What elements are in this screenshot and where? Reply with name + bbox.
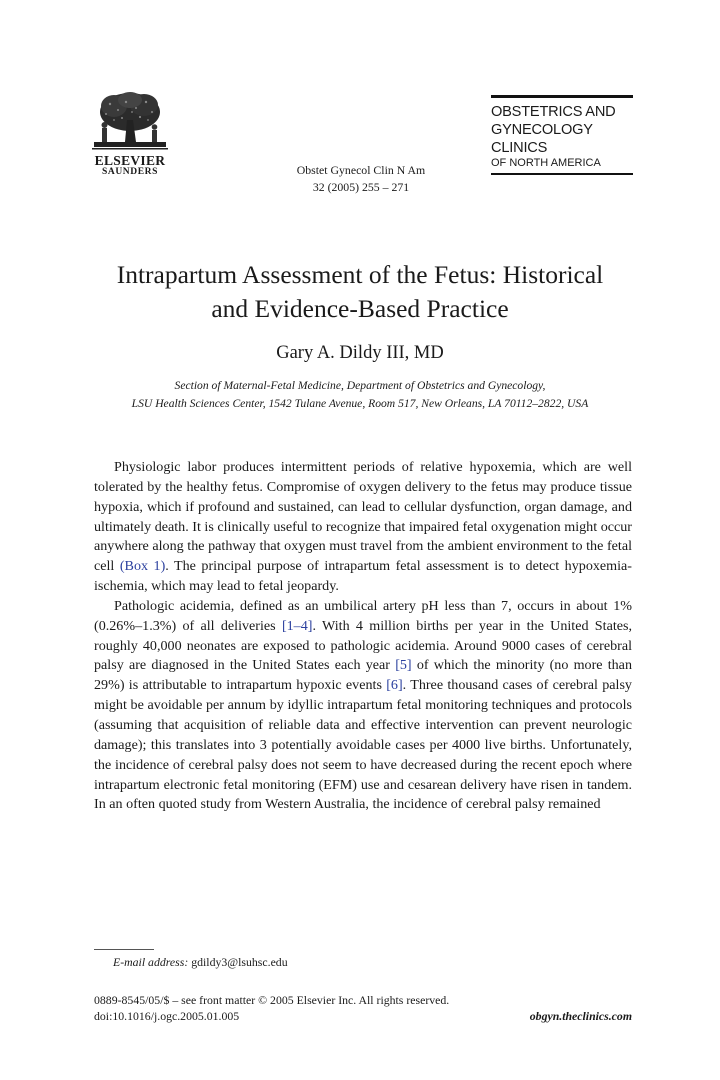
publisher-imprint: SAUNDERS (101, 167, 158, 177)
elsevier-logo (92, 90, 168, 178)
article-body (94, 458, 632, 815)
citation-journal: Obstet Gynecol Clin N Am (296, 163, 426, 177)
author-affiliation (60, 377, 660, 413)
paragraph-text: Pathologic acidemia, defined as an umbilical artery pH less than 7, occurs in about 1% (0.26%–1.3%) of all deliveries (94, 597, 632, 634)
article-author: Gary A. Dildy III, MD (276, 343, 444, 363)
paragraph-text: Physiologic labor produces intermittent periods of relative hypoxemia, which are well tolerated by the healthy fetus. Compromise of oxygen delivery to the fetus may produce tissue hypoxia, which if profound and sustained, can lead to cellular dysfunction, organ damage, and ultimately death. It is clinically useful to recognize that impaired fetal oxygenation might occur anywhere along the pathway that oxygen must travel from the ambient environment to the fetal cell (94, 459, 632, 575)
journal-name-line: OF NORTH AMERICA (491, 156, 601, 169)
citation-volume: 32 (2005) 255 – 271 (312, 180, 410, 194)
email-address[interactable]: gdildy3@lsuhsc.edu (191, 955, 288, 969)
paragraph-text: . The principal purpose of intrapartum fetal assessment is to detect hypoxemia-ischemia, which may lead to fetal jeopardy. (94, 558, 632, 595)
email-footnote (113, 955, 288, 970)
journal-citation (270, 162, 452, 196)
page-footer (94, 992, 632, 1024)
journal-top-rule (491, 95, 633, 98)
elsevier-tree-icon (92, 90, 168, 152)
journal-brand (491, 95, 633, 175)
body-paragraph (94, 458, 632, 597)
reference-link[interactable]: [5] (395, 657, 412, 674)
body-paragraph (94, 597, 632, 815)
paragraph-text: . With 4 million births per year in the United States, roughly 40,000 neonates are exposed to pathologic acidemia. Around 9000 cases of cerebral palsy are diagnosed in the United States each year (94, 617, 632, 674)
journal-bottom-rule (491, 173, 633, 175)
footnote-rule (94, 949, 154, 950)
reference-link[interactable]: [1–4] (281, 617, 313, 634)
box-1-link[interactable]: (Box 1) (119, 558, 166, 575)
affiliation-line: Section of Maternal-Fetal Medicine, Department of Obstetrics and Gynecology, (174, 379, 546, 392)
journal-website[interactable]: obgyn.theclinics.com (529, 1009, 632, 1023)
copyright-line: 0889-8545/05/$ – see front matter © 2005 Elsevier Inc. All rights reserved. (94, 993, 450, 1007)
journal-name-line: OBSTETRICS AND (491, 103, 616, 120)
journal-name-line: GYNECOLOGY (491, 121, 593, 138)
affiliation-line: LSU Health Sciences Center, 1542 Tulane Avenue, Room 517, New Orleans, LA 70112–2822, USA (131, 397, 589, 410)
title-line: Intrapartum Assessment of the Fetus: Historical (116, 260, 604, 289)
email-label: E-mail address: (113, 955, 189, 969)
doi-line: doi:10.1016/j.ogc.2005.01.005 (94, 1009, 240, 1023)
article-title (70, 258, 650, 326)
publisher-name: ELSEVIER (94, 153, 166, 168)
title-line: and Evidence-Based Practice (211, 294, 509, 323)
paragraph-text: of which the minority (no more than 29%) is attributable to intrapartum hypoxic events (94, 657, 632, 694)
reference-link[interactable]: [6] (386, 677, 403, 694)
paragraph-text: . Three thousand cases of cerebral palsy might be avoidable per annum by idyllic intrapartum fetal monitoring techniques and protocols (assuming that acquisition of reliable data and effective intervention can prevent neurologic damage); this translates into 3 potentially avoidable cases per 4000 live births. Unfortunately, the incidence of cerebral palsy does not seem to have decreased during the recent epoch where intrapartum electronic fetal monitoring (EFM) use and cesarean delivery have risen in tandem. In an often quoted study from Western Australia, the incidence of cerebral palsy remained (94, 677, 632, 813)
journal-name-line: CLINICS (491, 139, 548, 156)
